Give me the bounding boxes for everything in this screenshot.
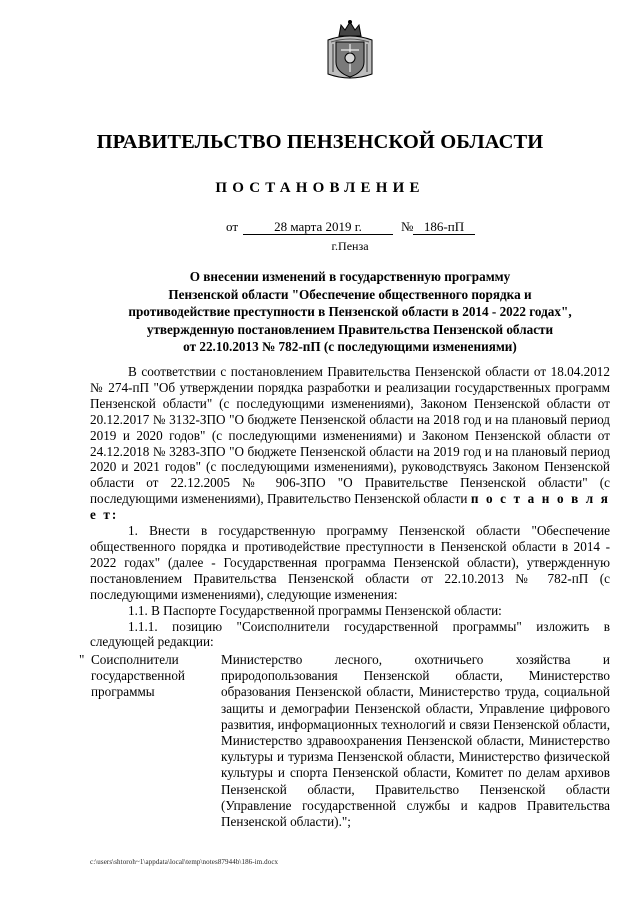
date-number-line: [0, 219, 640, 237]
subject-line: О внесении изменений в государственную программу: [189, 269, 511, 284]
preamble-text: В соответствии с постановлением Правительства Пензенской области от 18.04.2012 № 274-пП "Об утверждении порядка разработки и реализации государственных программ Пензенской области" (с последующими изменениями), Законом Пензенской области от 20.12.2017 № 3132-ЗПО "О бюджете Пензенской области на 2018 год и на плановый период 2019 и 2020 годов" (с последующими изменениями) и Законом Пензенской области от 24.12.2018 № 3283-ЗПО "О бюджете Пензенской области на 2019 год и на плановый период 2020 и 2021 годов" (с последующими изменениями), руководствуясь Законом Пензенской области от 22.12.2005 № 906-ЗПО "О Правительстве Пензенской области" (с последующими изменениями), Правительство Пензенской области: [90, 364, 610, 507]
number-prefix: №: [401, 219, 414, 234]
passport-table-row: [79, 652, 610, 852]
subject-line: от 22.10.2013 № 782-пП (с последующими изменениями): [183, 339, 517, 355]
item-1-paragraph: 1. Внести в государственную программу Пензенской области "Обеспечение общественного порядка и противодействие преступности в Пензенской области в 2014 - 2022 годах" (далее - Государственная программа Пензенской области), утвержденную постановлением Правительства Пензенской области от 22.10.2013 № 782-пП (с последующими изменениями), следующие изменения:: [90, 523, 610, 602]
document-type: ПОСТАНОВЛЕНИЕ: [215, 180, 425, 196]
decree-date: 28 марта 2019 г.: [243, 219, 393, 235]
document-body: [90, 364, 610, 650]
subject-line: утвержденную постановлением Правительства Пензенской области: [146, 321, 554, 337]
decree-number: 186-пП: [413, 219, 475, 235]
opening-quote: ": [79, 652, 85, 667]
city: г.Пенза: [331, 239, 369, 253]
coat-of-arms-emblem: [325, 20, 375, 82]
row-label: Соисполнители государственной программы: [91, 652, 185, 700]
subject-line: противодействие преступности в Пензенской области в 2014 - 2022 годах",: [128, 304, 572, 320]
item-1-1-paragraph: 1.1. В Паспорте Государственной программы Пензенской области:: [128, 602, 502, 618]
government-title: ПРАВИТЕЛЬСТВО ПЕНЗЕНСКОЙ ОБЛАСТИ: [96, 131, 544, 153]
date-prefix: от: [226, 219, 239, 234]
resolves-word: п о с т а н о в л я е т:: [90, 491, 611, 523]
item-1-1-1-paragraph: 1.1.1. позицию "Соисполнители государственной программы" изложить в следующей редакции:: [90, 618, 610, 650]
decree-subject: [90, 268, 610, 356]
subject-line: Пензенской области "Обеспечение общественного порядка и: [168, 286, 532, 302]
preamble-paragraph: [90, 364, 610, 523]
row-value: Министерство лесного, охотничьего хозяйства и природопользования Пензенской области, Министерство образования Пензенской области, Министерство труда, социальной защиты и демографии Пензенской области, Управление цифрового развития, информационных технологий и связи Пензенской области, Министерство здравоохранения Пензенской области, Министерство культуры и туризма Пензенской области, Министерство физической культуры и спорта Пензенской области, Комитет по делам архивов Пензенской области, Правительство Пензенской области (Управление государственной службы и кадров Правительства Пензенской области).";: [221, 652, 610, 830]
file-path-footer: c:\users\shtoroh~1\appdata\local\temp\notes87944b\186-im.docx: [90, 858, 279, 866]
